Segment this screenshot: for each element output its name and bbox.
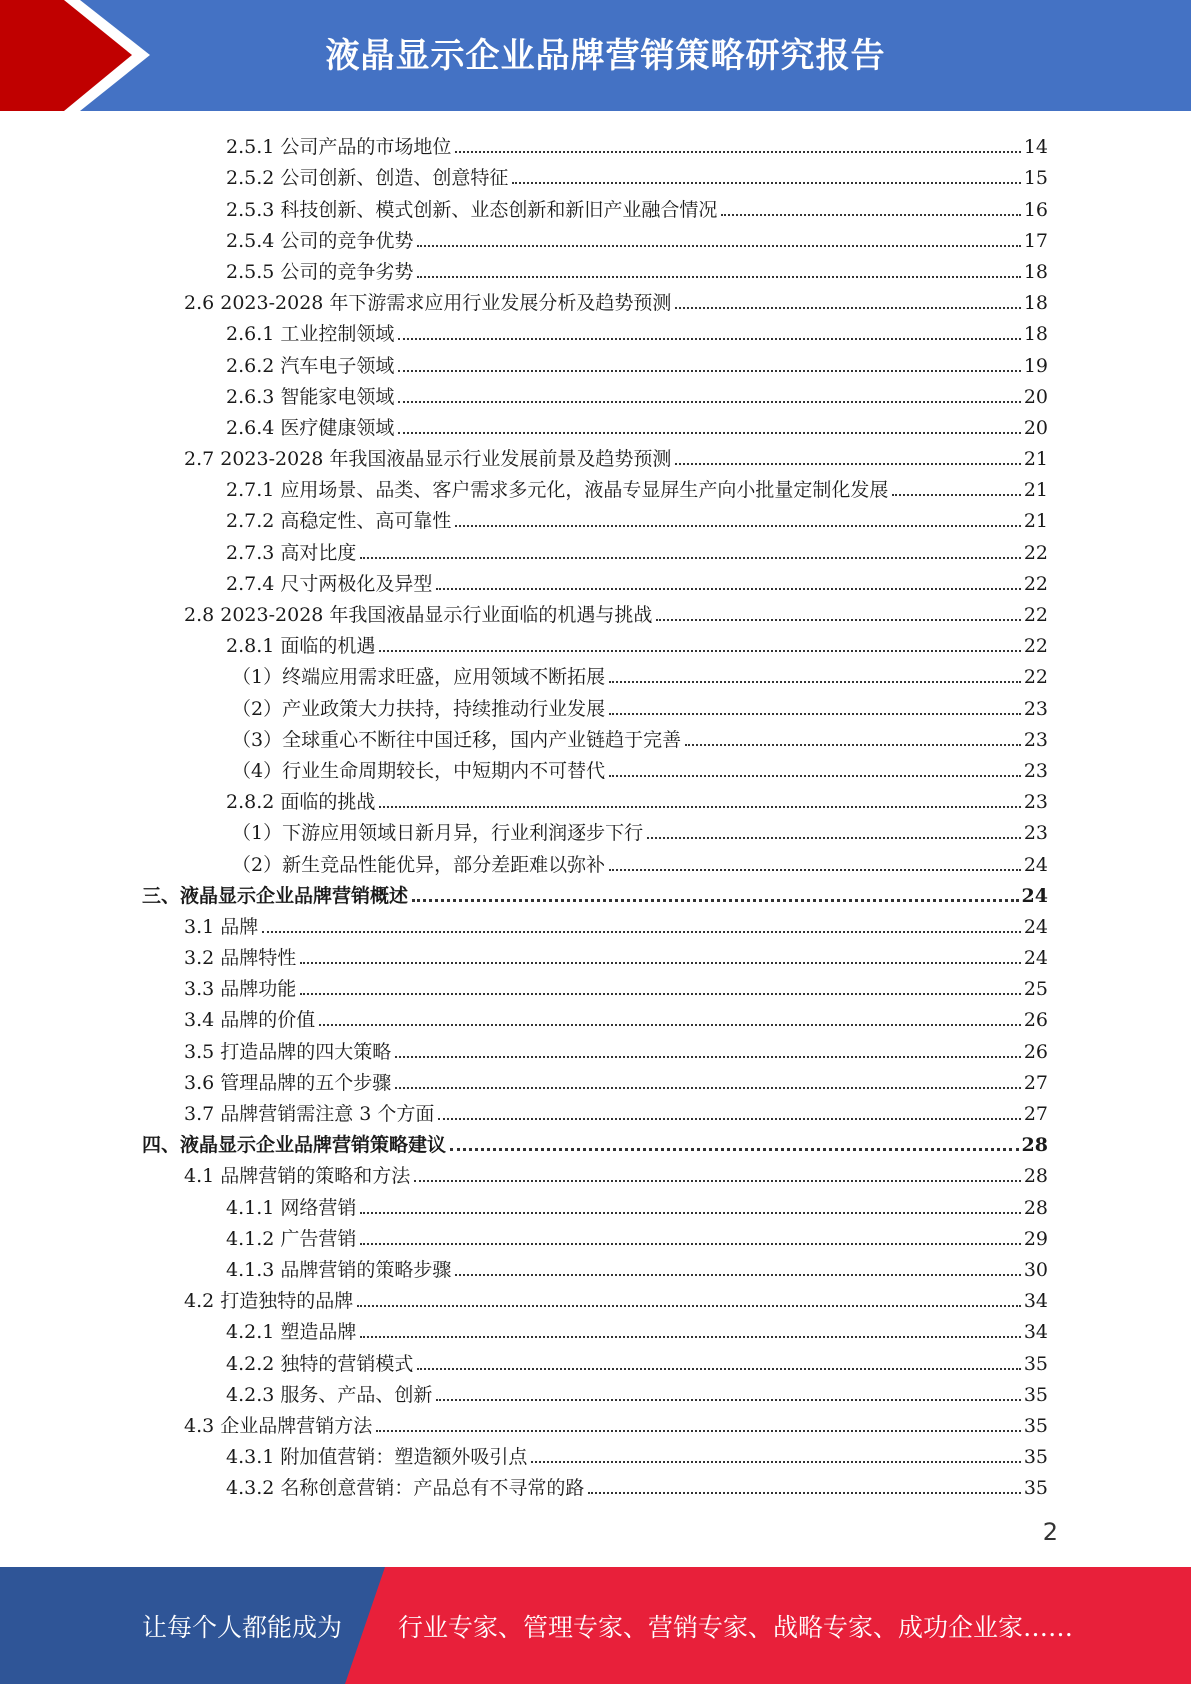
toc-dot-leader	[414, 1180, 1021, 1182]
toc-entry[interactable]	[0, 1251, 1048, 1282]
toc-dot-leader	[588, 1492, 1020, 1494]
footer-slogan-left: 让每个人都能成为	[142, 1612, 343, 1642]
toc-entry-title: 2.6 2023-2028 年下游需求应用行业发展分析及趋势预测	[184, 292, 672, 315]
toc-entry-page: 25	[1023, 978, 1048, 1001]
toc-dot-leader	[319, 1024, 1021, 1026]
toc-entry[interactable]	[0, 596, 1048, 627]
toc-entry-title: 2.6.2 汽车电子领域	[226, 354, 395, 377]
toc-entry-title: 3.7 品牌营销需注意 3 个方面	[184, 1103, 435, 1125]
toc-entry[interactable]	[0, 284, 1048, 315]
toc-dot-leader	[609, 713, 1021, 715]
toc-entry-page: 28	[1023, 1165, 1048, 1188]
toc-entry-page: 26	[1023, 1009, 1048, 1032]
toc-dot-leader	[455, 525, 1020, 527]
toc-entry-title: 4.1.2 广告营销	[226, 1227, 357, 1250]
toc-entry-page: 22	[1023, 635, 1048, 658]
toc-dot-leader	[398, 401, 1020, 403]
toc-entry-title: 3.2 品牌特性	[184, 947, 297, 970]
toc-entry[interactable]	[0, 1469, 1048, 1500]
toc-entry-page: 23	[1023, 822, 1048, 845]
toc-dot-leader	[417, 1368, 1020, 1370]
toc-entry[interactable]	[0, 533, 1048, 564]
toc-entry-page: 34	[1023, 1321, 1048, 1344]
toc-entry-title: 三、液晶显示企业品牌营销概述	[142, 884, 409, 907]
toc-entry-title: 4.2.2 独特的营销模式	[226, 1352, 414, 1375]
toc-dot-leader	[379, 806, 1020, 808]
toc-dot-leader	[398, 432, 1020, 434]
toc-entry-title: 4.3.1 附加值营销：塑造额外吸引点	[226, 1446, 528, 1469]
toc-entry[interactable]	[0, 1282, 1048, 1313]
toc-dot-leader	[376, 1430, 1021, 1432]
toc-entry-title: 2.5.5 公司的竞争劣势	[226, 260, 414, 283]
toc-dot-leader	[360, 1243, 1020, 1245]
toc-entry[interactable]	[0, 1407, 1048, 1438]
toc-entry[interactable]	[0, 409, 1048, 440]
page-number: 2	[1042, 1518, 1058, 1546]
toc-entry[interactable]	[0, 752, 1048, 783]
toc-entry[interactable]	[0, 565, 1048, 596]
toc-entry-page: 24	[1023, 853, 1048, 876]
toc-entry[interactable]	[0, 1313, 1048, 1344]
toc-entry[interactable]	[0, 440, 1048, 471]
toc-dot-leader	[609, 869, 1021, 871]
toc-dot-leader	[262, 931, 1021, 933]
toc-entry-page: 22	[1023, 572, 1048, 595]
toc-entry-title: （1）终端应用需求旺盛，应用领域不断拓展	[232, 666, 606, 689]
toc-entry-page: 27	[1023, 1071, 1048, 1094]
toc-entry-title: 4.3.2 名称创意营销：产品总有不寻常的路	[226, 1477, 585, 1500]
toc-entry-title: 四、液晶显示企业品牌营销策略建议	[142, 1134, 447, 1157]
toc-entry-page: 18	[1023, 292, 1048, 315]
toc-entry-title: 3.4 品牌的价值	[184, 1009, 316, 1032]
toc-dot-leader	[360, 1336, 1020, 1338]
toc-dot-leader	[379, 650, 1020, 652]
toc-entry[interactable]	[0, 222, 1048, 253]
toc-dot-leader	[436, 588, 1020, 590]
toc-entry[interactable]	[0, 471, 1048, 502]
toc-entry[interactable]	[0, 1220, 1048, 1251]
document-title: 液晶显示企业品牌营销策略研究报告	[325, 35, 886, 76]
toc-entry[interactable]	[0, 877, 1048, 908]
toc-dot-leader	[417, 276, 1020, 278]
toc-entry-title: （2）产业政策大力扶持，持续推动行业发展	[232, 697, 606, 720]
toc-entry-title: 4.1 品牌营销的策略和方法	[184, 1165, 411, 1188]
toc-entry-title: 2.5.4 公司的竞争优势	[226, 229, 414, 252]
toc-dot-leader	[656, 619, 1020, 621]
toc-dot-leader	[531, 1461, 1020, 1463]
toc-dot-leader	[395, 1087, 1021, 1089]
toc-entry-page: 18	[1023, 260, 1048, 283]
toc-entry[interactable]	[0, 658, 1048, 689]
toc-entry-title: 2.8 2023-2028 年我国液晶显示行业面临的机遇与挑战	[184, 604, 653, 626]
toc-entry-title: 3.5 打造品牌的四大策略	[184, 1040, 392, 1063]
toc-entry-title: 4.3 企业品牌营销方法	[184, 1414, 373, 1437]
toc-entry-page: 15	[1023, 167, 1048, 190]
toc-entry-title: 2.5.2 公司创新、创造、创意特征	[226, 167, 509, 190]
toc-entry-title: 4.1.1 网络营销	[226, 1196, 357, 1219]
toc-entry-page: 35	[1023, 1383, 1048, 1406]
toc-entry-page: 23	[1023, 791, 1048, 814]
toc-entry[interactable]	[0, 1188, 1048, 1219]
toc-entry-title: 3.6 管理品牌的五个步骤	[184, 1071, 392, 1094]
toc-entry-title: 4.2.3 服务、产品、创新	[226, 1383, 433, 1406]
toc-entry-page: 29	[1023, 1227, 1048, 1250]
toc-dot-leader	[360, 557, 1020, 559]
toc-entry[interactable]	[0, 378, 1048, 409]
toc-entry[interactable]	[0, 721, 1048, 752]
toc-entry[interactable]	[0, 253, 1048, 284]
toc-dot-leader	[685, 744, 1021, 746]
toc-entry-title: 2.7.2 高稳定性、高可靠性	[226, 510, 452, 533]
toc-entry-title: 2.6.4 医疗健康领域	[226, 416, 395, 439]
toc-dot-leader	[609, 775, 1021, 777]
toc-entry[interactable]	[0, 190, 1048, 221]
toc-dot-leader	[357, 1305, 1021, 1307]
toc-entry-page: 21	[1023, 448, 1048, 471]
toc-entry-title: （4）行业生命周期较长，中短期内不可替代	[232, 759, 606, 782]
toc-entry-page: 24	[1021, 884, 1048, 907]
toc-entry-page: 21	[1023, 479, 1048, 502]
toc-entry-title: 2.8.1 面临的机遇	[226, 635, 376, 658]
toc-entry[interactable]	[0, 1032, 1048, 1063]
toc-entry[interactable]	[0, 783, 1048, 814]
toc-entry-page: 20	[1023, 416, 1048, 439]
toc-entry-page: 17	[1023, 229, 1048, 252]
toc-entry-page: 27	[1023, 1103, 1048, 1125]
toc-entry[interactable]	[0, 346, 1048, 377]
toc-dot-leader	[455, 1274, 1020, 1276]
toc-entry-title: （2）新生竞品性能优异，部分差距难以弥补	[232, 853, 606, 876]
toc-entry[interactable]	[0, 315, 1048, 346]
toc-dot-leader	[436, 1399, 1020, 1401]
table-of-contents	[0, 128, 1191, 1500]
toc-entry[interactable]	[0, 627, 1048, 658]
toc-dot-leader	[675, 307, 1020, 309]
toc-dot-leader	[398, 370, 1020, 372]
toc-entry-title: 4.2 打造独特的品牌	[184, 1290, 354, 1313]
toc-dot-leader	[300, 993, 1021, 995]
toc-entry-page: 21	[1023, 510, 1048, 533]
page-header	[0, 0, 1191, 111]
toc-entry-page: 35	[1023, 1414, 1048, 1437]
toc-entry-page: 28	[1023, 1196, 1048, 1219]
toc-entry[interactable]	[0, 159, 1048, 190]
toc-entry[interactable]	[0, 128, 1048, 159]
toc-dot-leader	[300, 962, 1021, 964]
toc-entry-page: 26	[1023, 1040, 1048, 1063]
toc-dot-leader	[412, 899, 1019, 902]
toc-entry-page: 35	[1023, 1477, 1048, 1500]
toc-dot-leader	[398, 338, 1020, 340]
toc-entry-page: 23	[1023, 759, 1048, 782]
toc-entry-page: 20	[1023, 385, 1048, 408]
toc-entry-page: 24	[1023, 947, 1048, 970]
toc-dot-leader	[675, 463, 1020, 465]
toc-entry-title: 4.1.3 品牌营销的策略步骤	[226, 1258, 452, 1281]
toc-entry-title: 2.7.4 尺寸两极化及异型	[226, 572, 433, 595]
toc-entry[interactable]	[0, 1064, 1048, 1095]
toc-entry[interactable]	[0, 1157, 1048, 1188]
toc-entry[interactable]	[0, 1438, 1048, 1469]
toc-entry-title: 2.7.1 应用场景、品类、客户需求多元化，液晶专显屏生产向小批量定制化发展	[226, 479, 889, 502]
toc-entry-page: 18	[1023, 323, 1048, 346]
toc-entry[interactable]	[0, 1376, 1048, 1407]
toc-entry[interactable]	[0, 689, 1048, 720]
toc-entry-title: 2.6.1 工业控制领域	[226, 323, 395, 346]
toc-dot-leader	[512, 182, 1020, 184]
toc-entry[interactable]	[0, 970, 1048, 1001]
toc-entry-page: 28	[1021, 1134, 1048, 1157]
toc-entry-page: 34	[1023, 1290, 1048, 1313]
toc-entry-page: 35	[1023, 1352, 1048, 1375]
toc-dot-leader	[892, 494, 1020, 496]
toc-entry-title: 3.3 品牌功能	[184, 978, 297, 1001]
toc-entry-title: （1）下游应用领域日新月异，行业利润逐步下行	[232, 822, 644, 845]
toc-entry-page: 23	[1023, 697, 1048, 720]
toc-dot-leader	[450, 1148, 1019, 1151]
toc-entry-page: 14	[1023, 136, 1048, 159]
toc-entry-title: 2.7 2023-2028 年我国液晶显示行业发展前景及趋势预测	[184, 448, 672, 471]
toc-dot-leader	[647, 837, 1021, 839]
toc-dot-leader	[721, 214, 1020, 216]
toc-entry-page: 19	[1023, 354, 1048, 377]
toc-entry[interactable]	[0, 908, 1048, 939]
toc-entry[interactable]	[0, 502, 1048, 533]
toc-entry[interactable]	[0, 1001, 1048, 1032]
toc-entry-title: 2.8.2 面临的挑战	[226, 791, 376, 814]
toc-dot-leader	[360, 1212, 1020, 1214]
toc-entry-page: 22	[1023, 604, 1048, 626]
toc-entry-title: 2.7.3 高对比度	[226, 541, 357, 564]
toc-entry-page: 24	[1023, 915, 1048, 938]
toc-entry-page: 22	[1023, 541, 1048, 564]
toc-entry-title: 2.5.1 公司产品的市场地位	[226, 136, 452, 159]
toc-entry-title: 3.1 品牌	[184, 915, 259, 938]
toc-entry[interactable]	[0, 814, 1048, 845]
toc-entry[interactable]	[0, 1095, 1048, 1126]
footer-slogan-right: 行业专家、管理专家、营销专家、战略专家、成功企业家……	[398, 1612, 1074, 1642]
toc-entry[interactable]	[0, 845, 1048, 876]
page-footer	[0, 1567, 1191, 1684]
toc-entry-page: 35	[1023, 1446, 1048, 1469]
toc-entry-title: 2.6.3 智能家电领域	[226, 385, 395, 408]
toc-entry[interactable]	[0, 1126, 1048, 1157]
toc-entry-page: 16	[1023, 198, 1048, 221]
toc-entry-page: 30	[1023, 1258, 1048, 1281]
toc-dot-leader	[395, 1056, 1021, 1058]
toc-entry-title: （3）全球重心不断往中国迁移，国内产业链趋于完善	[232, 728, 682, 751]
toc-dot-leader	[417, 245, 1020, 247]
toc-entry-page: 22	[1023, 666, 1048, 689]
toc-dot-leader	[455, 151, 1020, 153]
toc-entry-page: 23	[1023, 728, 1048, 751]
toc-entry[interactable]	[0, 1344, 1048, 1375]
toc-dot-leader	[438, 1118, 1020, 1120]
toc-entry[interactable]	[0, 939, 1048, 970]
toc-entry-title: 2.5.3 科技创新、模式创新、业态创新和新旧产业融合情况	[226, 198, 718, 221]
toc-entry-title: 4.2.1 塑造品牌	[226, 1321, 357, 1344]
toc-dot-leader	[609, 681, 1021, 683]
